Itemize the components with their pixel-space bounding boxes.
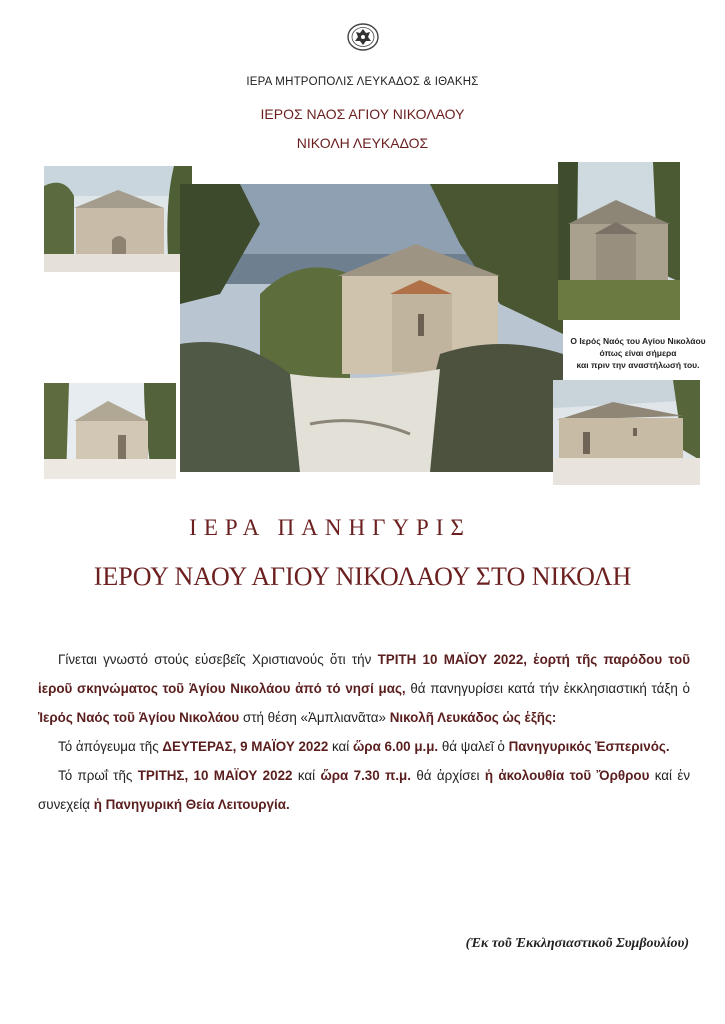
signature: (Ἐκ τοῦ Ἐκκλησιαστικοῦ Συμβουλίου) [465, 936, 689, 951]
text: θά ψαλεῖ ὁ [438, 739, 509, 754]
church-photo-main [180, 184, 563, 472]
text: καί ἐν συνεχείᾳ [38, 768, 691, 812]
announcement-body [38, 645, 690, 819]
date-highlight: ΤΡΙΤΗ 10 ΜΑΪΟΥ 2022, ἑορτή τῆς παρόδου τοῦ ἱεροῦ σκηνώματος τοῦ Ἁγίου Νικολάου ἀπό τό νησί μας, [38, 652, 690, 696]
text: Γίνεται γνωστό στούς εὐσεβεῖς Χριστιανούς ὅτι τήν [58, 652, 378, 667]
church-photo-top-right [558, 162, 680, 320]
text: θά ἀρχίσει [410, 768, 485, 783]
church-heading: ΙΕΡΟΣ ΝΑΟΣ ΑΓΙΟΥ ΝΙΚΟΛΑΟΥ [260, 106, 465, 122]
caption-line: και πριν την αναστήλωσή του. [576, 360, 700, 370]
caption-line: όπως είναι σήμερα [599, 348, 677, 358]
caption-line: Ο Ιερός Ναός του Αγίου Νικολάου [570, 336, 706, 346]
date-highlight: ΔΕΥΤΕΡΑΣ, 9 ΜΑΪΟΥ 2022 [162, 739, 329, 754]
announcement-paragraph-1 [38, 645, 690, 732]
photo-caption [563, 335, 713, 371]
metropolis-heading: ΙΕΡΑ ΜΗΤΡΟΠΟΛΙΣ ΛΕΥΚΑΔΟΣ & ΙΘΑΚΗΣ [246, 76, 479, 88]
text: Τό πρωΐ τῆς [58, 768, 138, 783]
location-name: Νικολῆ Λευκάδος ὡς ἑξῆς: [389, 710, 557, 725]
service-name: Πανηγυρικός Ἑσπερινός. [508, 739, 670, 754]
date-highlight: ΤΡΙΤΗΣ, 10 ΜΑΪΟΥ 2022 [137, 768, 293, 783]
text: θά πανηγυρίσει κατά τήν ἐκκλησιαστική τάξη ὁ [405, 681, 690, 696]
event-title: ΙΕΡΑ ΠΑΝΗΓΥΡΙΣ [189, 515, 471, 540]
text: Τό ἀπόγευμα τῆς [58, 739, 163, 754]
location-heading: ΝΙΚΟΛΗ ΛΕΥΚΑΔΟΣ [296, 135, 429, 151]
time-highlight: ὥρα 7.30 π.μ. [320, 768, 411, 783]
time-highlight: ὥρα 6.00 μ.μ. [352, 739, 439, 754]
service-name: ἡ ἀκολουθία τοῦ Ὄρθρου [484, 768, 650, 783]
text: καί [328, 739, 353, 754]
event-subtitle: ΙΕΡΟΥ ΝΑΟΥ ΑΓΙΟΥ ΝΙΚΟΛΑΟΥ ΣΤΟ ΝΙΚΟΛΗ [93, 562, 632, 591]
church-photo-bottom-left [44, 383, 176, 479]
service-name: ἡ Πανηγυρική Θεία Λειτουργία. [93, 797, 290, 812]
text: στή θέση «Ἀμπλιανᾶτα» [239, 710, 390, 725]
text: καί [292, 768, 321, 783]
metropolis-seal-icon [346, 22, 380, 52]
church-photo-bottom-right [553, 380, 700, 485]
church-name: Ἱερός Ναός τοῦ Ἁγίου Νικολάου [38, 710, 240, 725]
announcement-paragraph-3 [38, 761, 690, 819]
announcement-paragraph-2 [38, 732, 690, 761]
church-photo-top-left [44, 166, 192, 272]
